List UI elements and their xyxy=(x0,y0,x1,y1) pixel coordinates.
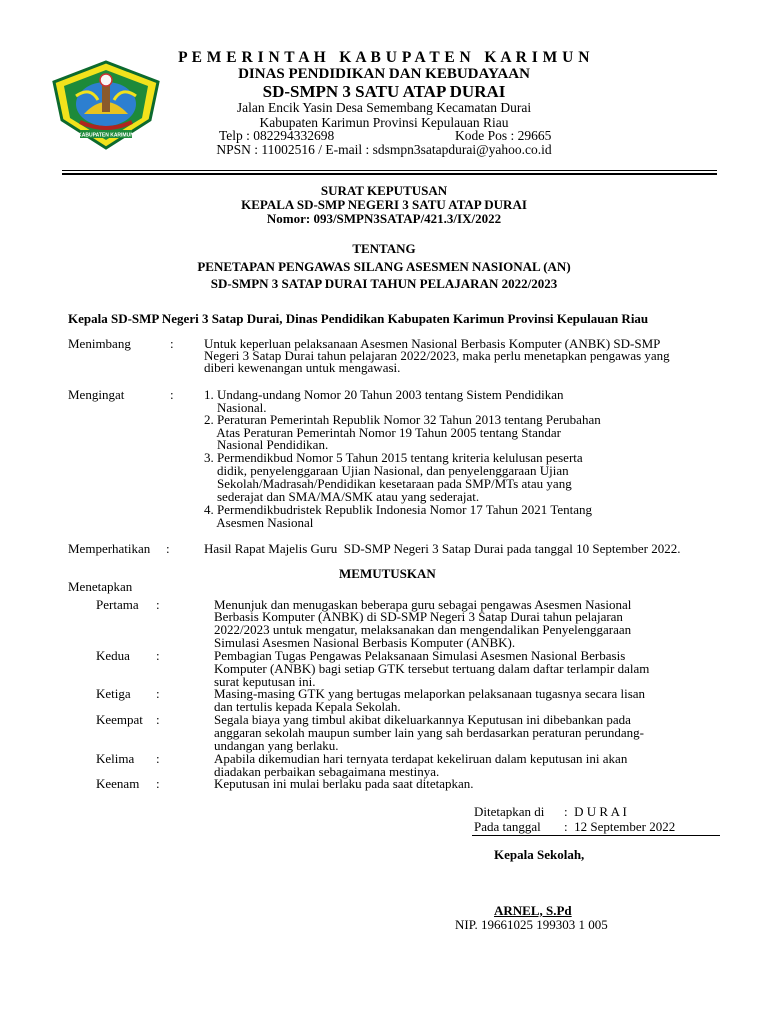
letterhead-phone: Telp : 082294332698 xyxy=(219,128,335,143)
menimbang-text-line: Negeri 3 Satap Durai tahun pelajaran 2022/2023, maka perlu menetapkan pengawas yang xyxy=(204,348,670,363)
signature-date-underline xyxy=(472,835,720,836)
decision-text-line: 2022/2023 untuk mengatur, melaksanakan dan mengendalikan Penyelenggaraan xyxy=(214,622,632,637)
decision-colon: : xyxy=(156,712,160,727)
memutuskan-heading: MEMUTUSKAN xyxy=(339,566,436,581)
mengingat-item-line: 3. Permendikbud Nomor 5 Tahun 2015 tentang kriteria kelulusan peserta xyxy=(204,450,583,465)
decision-colon: : xyxy=(156,686,160,701)
letterhead-divider-thick xyxy=(62,173,717,175)
decision-text-line: Komputer (ANBK) bagi setiap GTK tersebut tertuang dalam daftar terlampir dalam xyxy=(214,661,650,676)
mengingat-item-line: Sekolah/Madrasah/Pendidikan kesetaraan pada SMP/MTs atau yang xyxy=(204,476,572,491)
menimbang-label: Menimbang xyxy=(68,336,131,351)
decision-text-line: surat keputusan ini. xyxy=(214,674,316,689)
decision-colon: : xyxy=(156,776,160,791)
mengingat-item-line: 4. Permendikbudristek Republik Indonesia Nomor 17 Tahun 2021 Tentang xyxy=(204,502,593,517)
letterhead-address-line-2: Kabupaten Karimun Provinsi Kepulauan Riau xyxy=(259,115,509,130)
mengingat-item-line: Atas Peraturan Pemerintah Nomor 19 Tahun 2005 tentang Standar xyxy=(204,425,561,440)
decision-colon: : xyxy=(156,648,160,663)
decision-text-line: undangan yang berlaku. xyxy=(214,738,339,753)
decision-label: Kelima xyxy=(96,751,135,766)
memperhatikan-colon: : xyxy=(166,541,170,556)
mengingat-item-line: Nasional. xyxy=(204,400,267,415)
decision-text-line: Apabila dikemudian hari ternyata terdapat kekeliruan dalam keputusan ini akan xyxy=(214,751,628,766)
decision-text-line: Keputusan ini mulai berlaku pada saat ditetapkan. xyxy=(214,776,474,791)
decision-colon: : xyxy=(156,597,160,612)
decision-text-line: dan tertulis kepada Kepala Sekolah. xyxy=(214,699,401,714)
decision-label: Kedua xyxy=(96,648,130,663)
signature-place-value: : D U R A I xyxy=(564,804,627,819)
mengingat-item-line: Asesmen Nasional xyxy=(204,515,314,530)
decision-text-line: anggaran sekolah maupun sumber lain yang sah berdasarkan peraturan perundang- xyxy=(214,725,644,740)
decision-text-line: diadakan perbaikan sebagaimana mestinya. xyxy=(214,764,440,779)
memperhatikan-text: Hasil Rapat Majelis Guru SD-SMP Negeri 3 Satap Durai pada tanggal 10 September 2022. xyxy=(204,541,681,556)
signature-date-label: Pada tanggal xyxy=(474,819,541,834)
decision-colon: : xyxy=(156,751,160,766)
signature-nip: NIP. 19661025 199303 1 005 xyxy=(455,917,608,932)
decision-text-line: Pembagian Tugas Pengawas Pelaksanaan Simulasi Asesmen Nasional Berbasis xyxy=(214,648,626,663)
mengingat-item-line: Nasional Pendidikan. xyxy=(204,437,329,452)
decree-subject-line-2: SD-SMPN 3 SATAP DURAI TAHUN PELAJARAN 2022/2023 xyxy=(210,276,558,291)
letterhead-government: P E M E R I N T A H K A B U P A T E N K A R I M U N xyxy=(178,49,590,66)
decision-text-line: Segala biaya yang timbul akibat dikeluarkannya Keputusan ini dibebankan pada xyxy=(214,712,631,727)
decision-text-line: Berbasis Komputer (ANBK) di SD-SMP Negeri 3 Satap Durai tahun pelajaran xyxy=(214,609,623,624)
decree-number: Nomor: 093/SMPN3SATAP/421.3/IX/2022 xyxy=(266,211,502,226)
signature-title: Kepala Sekolah, xyxy=(494,847,585,862)
menimbang-text-line: Untuk keperluan pelaksanaan Asesmen Nasional Berbasis Komputer (ANBK) SD-SMP xyxy=(204,336,661,351)
decision-label: Pertama xyxy=(96,597,139,612)
decision-label: Keempat xyxy=(96,712,143,727)
decision-text-line: Masing-masing GTK yang bertugas melaporkan pelaksanaan tugasnya secara lisan xyxy=(214,686,646,701)
mengingat-item-line: 1. Undang-undang Nomor 20 Tahun 2003 tentang Sistem Pendidikan xyxy=(204,387,564,402)
mengingat-item-line: 2. Peraturan Pemerintah Republik Nomor 32 Tahun 2013 tentang Perubahan xyxy=(204,412,601,427)
decision-label: Ketiga xyxy=(96,686,131,701)
letterhead-postcode: Kode Pos : 29665 xyxy=(455,128,552,143)
decree-issuer: KEPALA SD-SMP NEGERI 3 SATU ATAP DURAI xyxy=(241,197,527,212)
signature-date-value: : 12 September 2022 xyxy=(564,819,676,834)
letterhead-npsn-email: NPSN : 11002516 / E-mail : sdsmpn3satapdurai@yahoo.co.id xyxy=(216,142,552,157)
mengingat-colon: : xyxy=(170,387,174,402)
decree-subject-line-1: PENETAPAN PENGAWAS SILANG ASESMEN NASIONAL (AN) xyxy=(197,259,571,274)
mengingat-item-line: didik, penyelenggaraan Ujian Nasional, dan penyelenggaraan Ujian xyxy=(204,463,569,478)
menimbang-colon: : xyxy=(170,336,174,351)
letterhead-school-name: SD-SMPN 3 SATU ATAP DURAI xyxy=(262,82,506,101)
signature-name: ARNEL, S.Pd xyxy=(494,903,572,918)
mengingat-item-line: sederajat dan SMA/MA/SMK atau yang sederajat. xyxy=(204,489,480,504)
menimbang-text-line: diberi kewenangan untuk mengawasi. xyxy=(204,360,401,375)
decree-title: SURAT KEPUTUSAN xyxy=(320,183,448,198)
letterhead-divider-thin xyxy=(62,170,717,171)
decision-label: Keenam xyxy=(96,776,140,791)
logo-caption: KABUPATEN KARIMUN xyxy=(78,132,134,139)
memperhatikan-label: Memperhatikan xyxy=(68,541,151,556)
decree-preamble: Kepala SD-SMP Negeri 3 Satap Durai, Dinas Pendidikan Kabupaten Karimun Provinsi Kepulauan Riau xyxy=(68,311,649,326)
decision-text-line: Menunjuk dan menugaskan beberapa guru sebagai pengawas Asesmen Nasional xyxy=(214,597,632,612)
decision-text-line: Simulasi Asesmen Nasional Berbasis Komputer (ANBK). xyxy=(214,635,516,650)
letterhead-address-line-1: Jalan Encik Yasin Desa Semembang Kecamatan Durai xyxy=(236,100,532,115)
decree-tentang: TENTANG xyxy=(352,241,416,256)
letterhead-department: DINAS PENDIDIKAN DAN KEBUDAYAAN xyxy=(238,66,530,82)
menetapkan-label: Menetapkan xyxy=(68,579,133,594)
signature-place-label: Ditetapkan di xyxy=(474,804,545,819)
mengingat-label: Mengingat xyxy=(68,387,125,402)
